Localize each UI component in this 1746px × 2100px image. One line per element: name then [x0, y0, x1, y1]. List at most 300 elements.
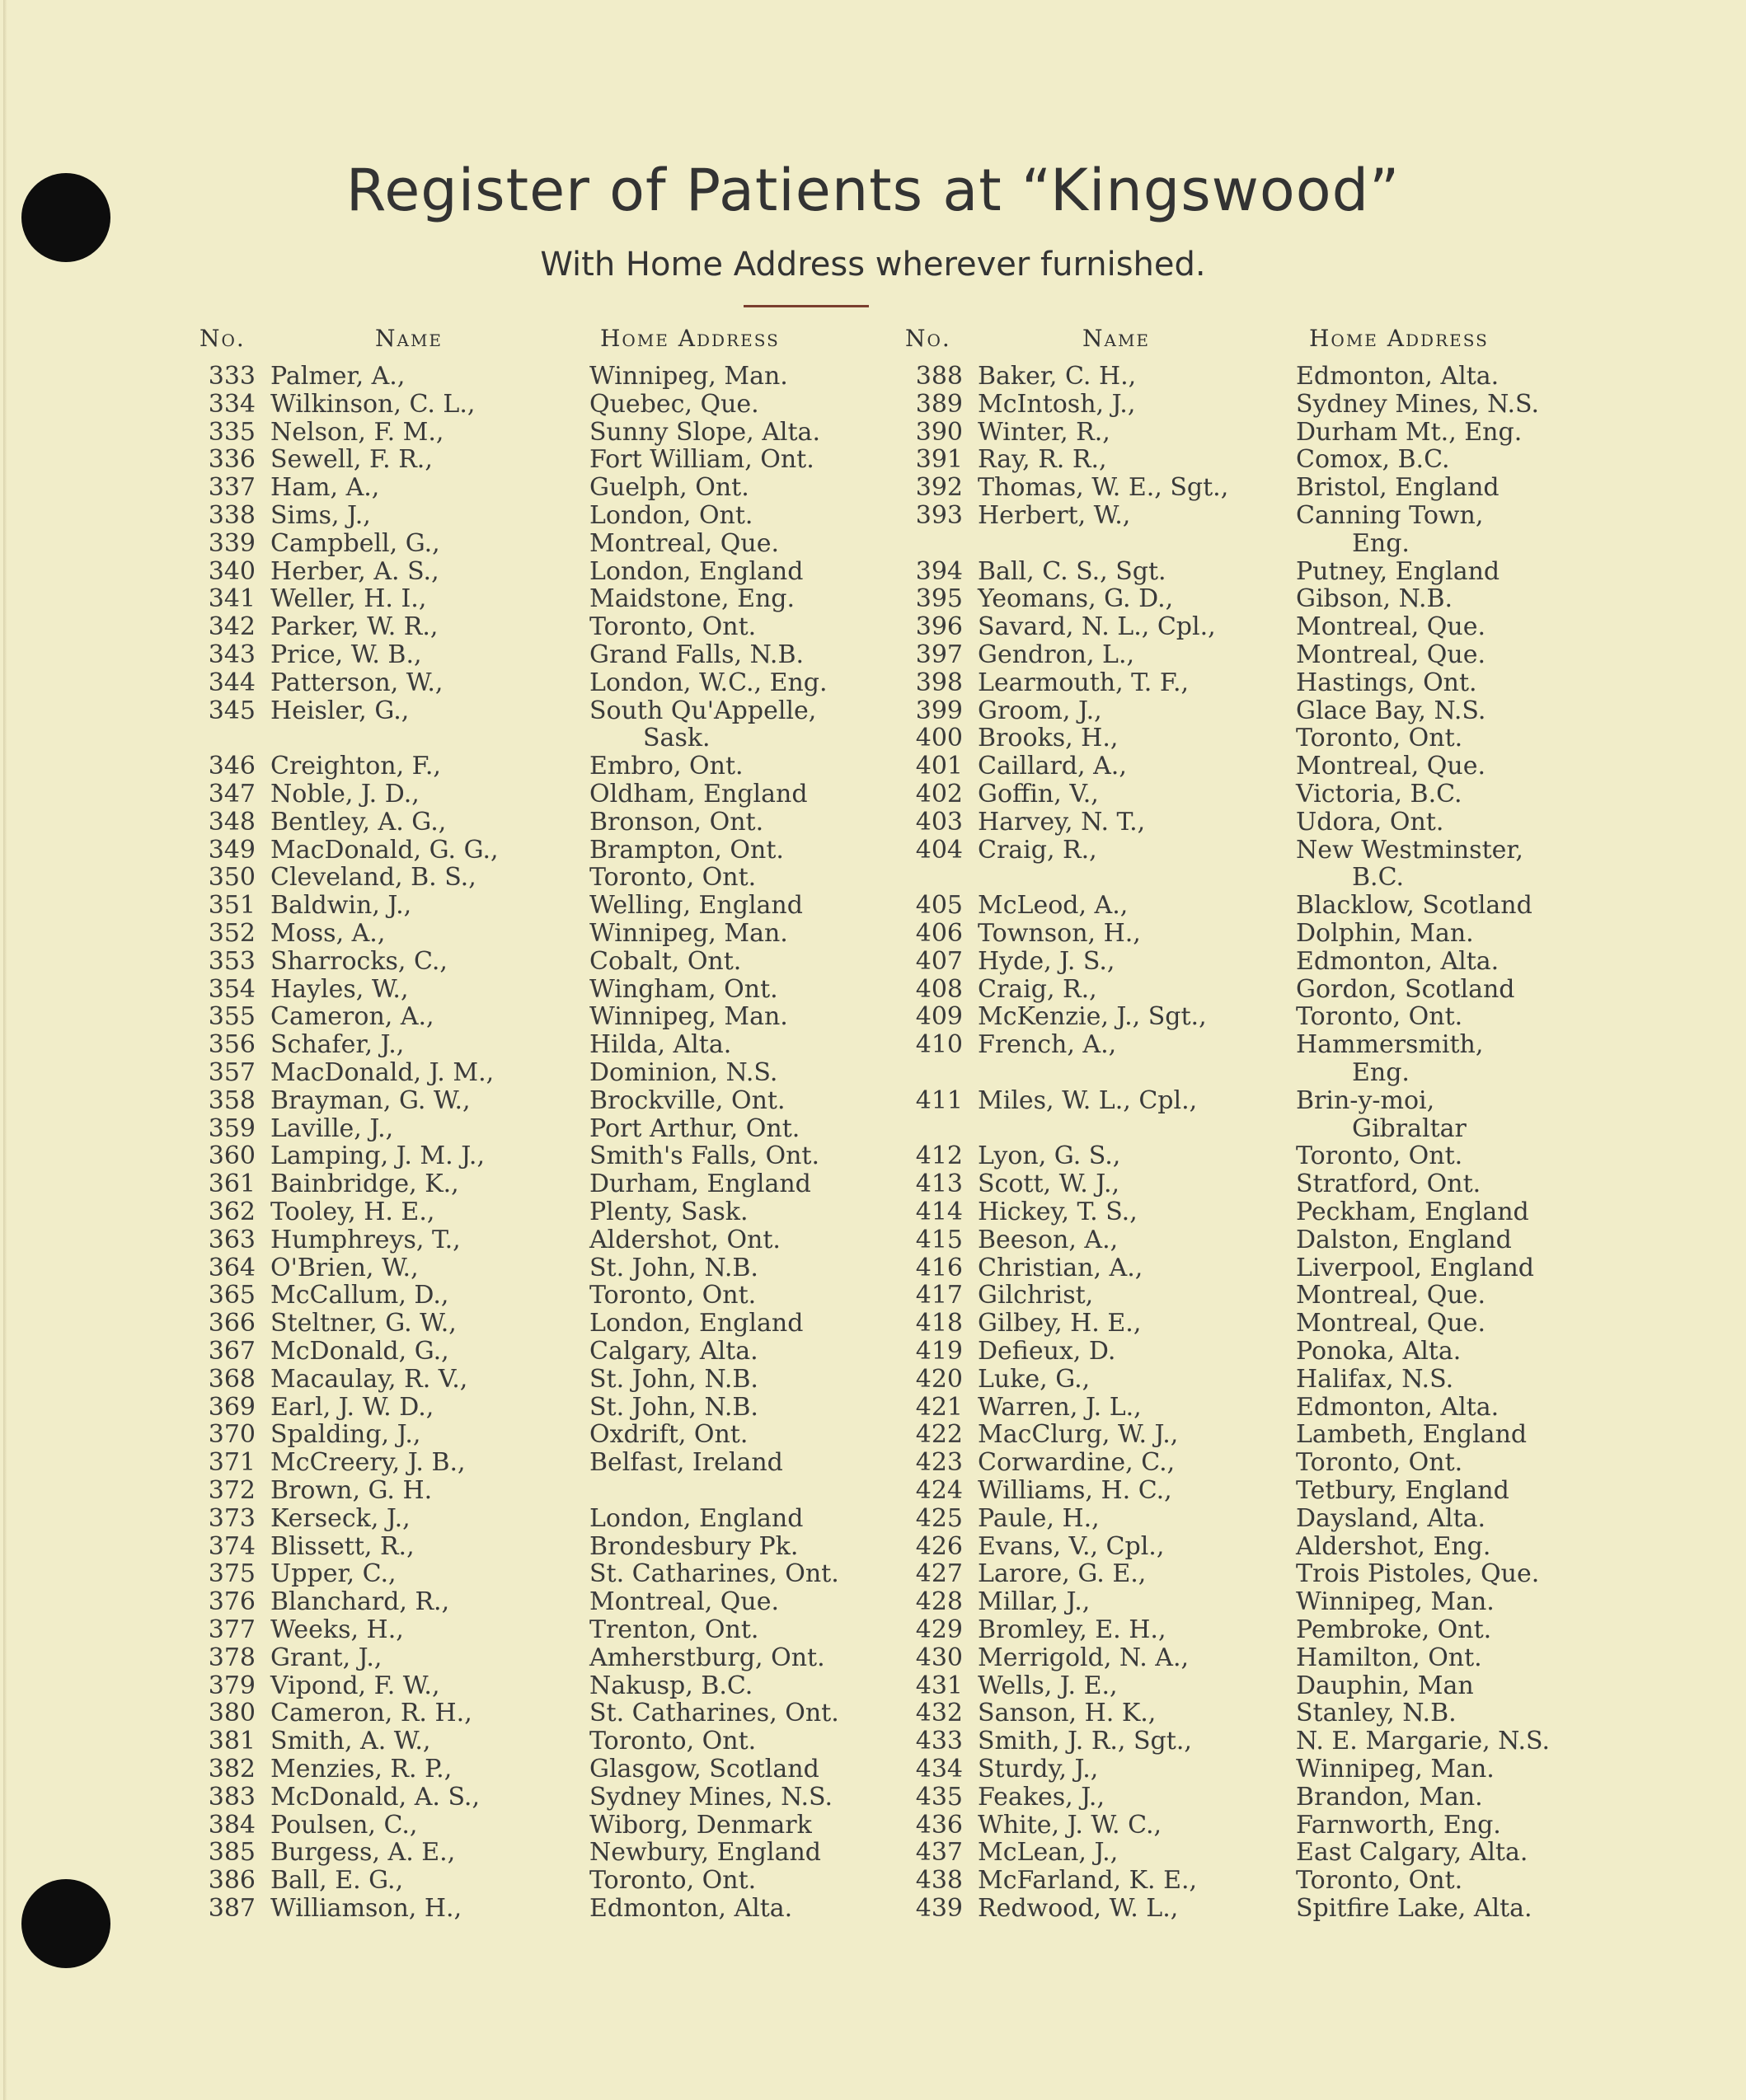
patient-name: Baldwin, J., [270, 891, 412, 921]
patient-number: 347 [208, 780, 256, 809]
patient-name: Bentley, A. G., [270, 807, 447, 837]
patient-number: 386 [208, 1866, 256, 1896]
patient-number: 371 [208, 1448, 256, 1478]
home-address: Glasgow, Scotland [589, 1755, 819, 1784]
patient-name: French, A., [978, 1030, 1117, 1060]
patient-name: Cameron, A., [270, 1002, 434, 1032]
patient-number: 392 [915, 473, 963, 503]
patient-number: 421 [915, 1392, 963, 1422]
patient-number: 377 [208, 1615, 256, 1644]
patient-name: Ray, R. R., [978, 445, 1107, 475]
home-address: Toronto, Ont. [589, 863, 757, 893]
patient-name: Cameron, R. H., [270, 1699, 472, 1728]
patient-name: Baker, C. H., [978, 362, 1137, 391]
patient-number: 367 [208, 1337, 256, 1366]
patient-number: 357 [208, 1058, 256, 1087]
patient-name: Millar, J., [978, 1587, 1091, 1617]
home-address: Edmonton, Alta. [1296, 362, 1500, 391]
patient-number: 387 [208, 1894, 256, 1923]
patient-name: Grant, J., [270, 1643, 383, 1672]
patient-name: Moss, A., [270, 919, 386, 948]
patient-number: 338 [208, 501, 256, 530]
patient-number: 398 [915, 668, 963, 697]
home-address: Gibson, N.B. [1296, 584, 1453, 614]
home-address: Sydney Mines, N.S. [1296, 389, 1540, 419]
patient-name: Merrigold, N. A., [978, 1643, 1190, 1672]
patient-name: Brown, G. H. [270, 1476, 433, 1505]
patient-number: 437 [915, 1838, 963, 1868]
patient-name: Beeson, A., [978, 1225, 1119, 1254]
patient-name: Burgess, A. E., [270, 1838, 456, 1868]
patient-name: Craig, R., [978, 835, 1097, 865]
patient-number: 345 [208, 696, 256, 725]
patient-number: 336 [208, 445, 256, 475]
home-address: St. John, N.B. [589, 1364, 758, 1394]
home-address: Tetbury, England [1296, 1476, 1509, 1505]
patient-name: Gendron, L., [978, 640, 1135, 669]
home-address: Amherstburg, Ont. [589, 1643, 825, 1672]
patient-number: 374 [208, 1531, 256, 1561]
patient-name: Larore, G. E., [978, 1559, 1147, 1589]
patient-number: 402 [915, 780, 963, 809]
patient-name: Ball, E. G., [270, 1866, 404, 1896]
patient-number: 430 [915, 1643, 963, 1672]
patient-number: 369 [208, 1392, 256, 1422]
patient-name: Earl, J. W. D., [270, 1392, 434, 1422]
home-address: St. Catharines, Ont. [589, 1559, 839, 1589]
patient-number: 373 [208, 1503, 256, 1533]
patient-number: 381 [208, 1727, 256, 1756]
patient-name: Harvey, N. T., [978, 807, 1146, 837]
patient-name: MacDonald, G. G., [270, 835, 499, 865]
home-address: Lambeth, England [1296, 1420, 1528, 1450]
patient-number: 363 [208, 1225, 256, 1254]
patient-number: 375 [208, 1559, 256, 1589]
home-address: Fort William, Ont. [589, 445, 814, 475]
home-address: Trois Pistoles, Que. [1296, 1559, 1540, 1589]
patient-number: 414 [915, 1198, 963, 1226]
home-address: South Qu'Appelle, [589, 696, 817, 725]
header-left-address: Home Address [600, 325, 780, 352]
patient-name: Redwood, W. L., [978, 1894, 1179, 1923]
patient-number: 353 [208, 946, 256, 976]
home-address: Bristol, England [1296, 473, 1500, 503]
patient-name: Schafer, J., [270, 1030, 405, 1060]
home-address: Montreal, Que. [1296, 752, 1486, 781]
home-address: Edmonton, Alta. [1296, 946, 1500, 976]
patient-number: 365 [208, 1281, 256, 1310]
home-address: Comox, B.C. [1296, 445, 1450, 475]
patient-name: Weeks, H., [270, 1615, 404, 1644]
patient-number: 349 [208, 835, 256, 865]
patient-name: Smith, J. R., Sgt., [978, 1727, 1192, 1756]
patient-name: Spalding, J., [270, 1420, 421, 1450]
patient-number: 407 [915, 946, 963, 976]
page-title: Register of Patients at “Kingswood” [345, 157, 1401, 224]
patient-number: 335 [208, 417, 256, 447]
home-address: Oldham, England [589, 780, 808, 809]
patient-number: 427 [915, 1559, 963, 1589]
home-address: Toronto, Ont. [1296, 1866, 1463, 1896]
patient-number: 382 [208, 1755, 256, 1784]
home-address: Canning Town, [1296, 501, 1484, 530]
home-address: Daysland, Alta. [1296, 1503, 1486, 1533]
home-address: Winnipeg, Man. [1296, 1755, 1495, 1784]
patient-name: Luke, G., [978, 1364, 1091, 1394]
home-address: Brondesbury Pk. [589, 1531, 799, 1561]
patient-name: Brooks, H., [978, 724, 1119, 753]
home-address: Udora, Ont. [1296, 807, 1444, 837]
home-address: Port Arthur, Ont. [589, 1113, 800, 1143]
patient-name: Parker, W. R., [270, 612, 439, 642]
patient-name: Weller, H. I., [270, 584, 427, 614]
patient-number: 438 [915, 1866, 963, 1896]
home-address: Montreal, Que. [1296, 1281, 1486, 1310]
patient-number: 394 [915, 556, 963, 586]
patient-name: Herber, A. S., [270, 556, 439, 586]
patient-number: 396 [915, 612, 963, 642]
patient-name: Evans, V., Cpl., [978, 1531, 1165, 1561]
patient-name: Herbert, W., [978, 501, 1131, 530]
home-address: Toronto, Ont. [589, 1866, 757, 1896]
patient-name: McLeod, A., [978, 891, 1129, 921]
patient-number: 370 [208, 1420, 256, 1450]
patient-number: 409 [915, 1002, 963, 1032]
home-address: Sunny Slope, Alta. [589, 417, 820, 447]
patient-name: Thomas, W. E., Sgt., [978, 473, 1229, 503]
home-address: Toronto, Ont. [1296, 1448, 1463, 1478]
home-address: Gibraltar [1352, 1113, 1467, 1143]
home-address: Hastings, Ont. [1296, 668, 1477, 697]
home-address: Toronto, Ont. [1296, 1141, 1463, 1171]
home-address: Stanley, N.B. [1296, 1699, 1457, 1728]
patient-name: Goffin, V., [978, 780, 1099, 809]
home-address: Wiborg, Denmark [589, 1810, 812, 1840]
home-address: Newbury, England [589, 1838, 822, 1868]
page-subtitle: With Home Address wherever furnished. [540, 246, 1206, 284]
home-address: Calgary, Alta. [589, 1337, 758, 1366]
home-address: Aldershot, Ont. [589, 1225, 781, 1254]
home-address: St. John, N.B. [589, 1392, 758, 1422]
home-address: Belfast, Ireland [589, 1448, 783, 1478]
header-right-name: Name [1082, 325, 1151, 352]
patient-number: 366 [208, 1309, 256, 1338]
patient-name: Gilchrist, [978, 1281, 1094, 1310]
patient-name: Sharrocks, C., [270, 946, 448, 976]
home-address: London, England [589, 556, 804, 586]
patient-number: 393 [915, 501, 963, 530]
patient-number: 368 [208, 1364, 256, 1394]
patient-number: 423 [915, 1448, 963, 1478]
patient-name: Gilbey, H. E., [978, 1309, 1142, 1338]
home-address: Spitfire Lake, Alta. [1296, 1894, 1532, 1923]
home-address: Edmonton, Alta. [1296, 1392, 1500, 1422]
home-address: Montreal, Que. [1296, 640, 1486, 669]
patient-name: Corwardine, C., [978, 1448, 1176, 1478]
patient-name: Ham, A., [270, 473, 380, 503]
home-address: Grand Falls, N.B. [589, 640, 805, 669]
home-address: Gordon, Scotland [1296, 974, 1515, 1004]
patient-number: 420 [915, 1364, 963, 1394]
home-address: Blacklow, Scotland [1296, 891, 1532, 921]
patient-number: 418 [915, 1309, 963, 1338]
patient-name: Learmouth, T. F., [978, 668, 1190, 697]
patient-name: Vipond, F. W., [270, 1671, 440, 1700]
home-address: Toronto, Ont. [589, 612, 757, 642]
home-address: Ponoka, Alta. [1296, 1337, 1462, 1366]
home-address: Toronto, Ont. [1296, 1002, 1463, 1032]
patient-name: O'Brien, W., [270, 1253, 419, 1282]
patient-number: 416 [915, 1253, 963, 1282]
binding-edge [3, 0, 7, 2100]
home-address: Montreal, Que. [589, 528, 780, 558]
patient-number: 404 [915, 835, 963, 865]
patient-name: White, J. W. C., [978, 1810, 1162, 1840]
patient-name: Heisler, G., [270, 696, 410, 725]
patient-number: 413 [915, 1170, 963, 1199]
home-address: Montreal, Que. [1296, 612, 1486, 642]
patient-name: Lyon, G. S., [978, 1141, 1121, 1171]
patient-name: Yeomans, G. D., [978, 584, 1174, 614]
patient-name: Wells, J. E., [978, 1671, 1118, 1700]
patient-name: Townson, H., [978, 919, 1141, 948]
patient-number: 432 [915, 1699, 963, 1728]
patient-number: 403 [915, 807, 963, 837]
home-address: Montreal, Que. [589, 1587, 780, 1617]
patient-number: 364 [208, 1253, 256, 1282]
home-address: Hilda, Alta. [589, 1030, 732, 1060]
patient-number: 333 [208, 362, 256, 391]
home-address: Eng. [1352, 528, 1410, 558]
home-address: Welling, England [589, 891, 803, 921]
patient-number: 389 [915, 389, 963, 419]
patient-number: 337 [208, 473, 256, 503]
patient-number: 415 [915, 1225, 963, 1254]
home-address: Halifax, N.S. [1296, 1364, 1454, 1394]
patient-name: Sims, J., [270, 501, 371, 530]
home-address: Toronto, Ont. [1296, 724, 1463, 753]
home-address: Winnipeg, Man. [1296, 1587, 1495, 1617]
patient-number: 358 [208, 1085, 256, 1115]
patient-number: 395 [915, 584, 963, 614]
home-address: Plenty, Sask. [589, 1198, 749, 1226]
patient-number: 362 [208, 1198, 256, 1226]
patient-number: 339 [208, 528, 256, 558]
patient-number: 341 [208, 584, 256, 614]
patient-name: Poulsen, C., [270, 1810, 418, 1840]
home-address: Glace Bay, N.S. [1296, 696, 1486, 725]
patient-name: Blanchard, R., [270, 1587, 450, 1617]
home-address: Embro, Ont. [589, 752, 744, 781]
patient-name: Winter, R., [978, 417, 1110, 447]
home-address: Dolphin, Man. [1296, 919, 1474, 948]
patient-name: Williamson, H., [270, 1894, 462, 1923]
patient-name: Hyde, J. S., [978, 946, 1115, 976]
patient-number: 378 [208, 1643, 256, 1672]
patient-name: McDonald, A. S., [270, 1782, 481, 1812]
patient-name: Campbell, G., [270, 528, 440, 558]
home-address: Bronson, Ont. [589, 807, 764, 837]
patient-number: 411 [915, 1085, 963, 1115]
patient-name: Kerseck, J., [270, 1503, 411, 1533]
patient-number: 352 [208, 919, 256, 948]
patient-name: Humphreys, T., [270, 1225, 461, 1254]
patient-number: 379 [208, 1671, 256, 1700]
patient-number: 351 [208, 891, 256, 921]
patient-number: 344 [208, 668, 256, 697]
patient-number: 408 [915, 974, 963, 1004]
home-address: Dominion, N.S. [589, 1058, 778, 1087]
patient-number: 425 [915, 1503, 963, 1533]
header-right-address: Home Address [1309, 325, 1489, 352]
patient-number: 410 [915, 1030, 963, 1060]
patient-name: McFarland, K. E., [978, 1866, 1198, 1896]
patient-number: 436 [915, 1810, 963, 1840]
patient-name: Williams, H. C., [978, 1476, 1172, 1505]
patient-number: 412 [915, 1141, 963, 1171]
home-address: Cobalt, Ont. [589, 946, 742, 976]
home-address: Farnworth, Eng. [1296, 1810, 1501, 1840]
home-address: East Calgary, Alta. [1296, 1838, 1528, 1868]
patient-number: 434 [915, 1755, 963, 1784]
patient-number: 334 [208, 389, 256, 419]
patient-number: 433 [915, 1727, 963, 1756]
patient-name: Miles, W. L., Cpl., [978, 1085, 1198, 1115]
patient-name: Cleveland, B. S., [270, 863, 476, 893]
patient-name: Brayman, G. W., [270, 1085, 471, 1115]
home-address: Brockville, Ont. [589, 1085, 786, 1115]
patient-name: Christian, A., [978, 1253, 1143, 1282]
home-address: Hamilton, Ont. [1296, 1643, 1482, 1672]
patient-name: Lamping, J. M. J., [270, 1141, 485, 1171]
patient-number: 350 [208, 863, 256, 893]
patient-name: Sewell, F. R., [270, 445, 433, 475]
home-address: St. Catharines, Ont. [589, 1699, 839, 1728]
patient-number: 346 [208, 752, 256, 781]
home-address: Pembroke, Ont. [1296, 1615, 1492, 1644]
patient-number: 429 [915, 1615, 963, 1644]
home-address: Sask. [643, 724, 711, 753]
patient-number: 354 [208, 974, 256, 1004]
home-address: New Westminster, [1296, 835, 1523, 865]
home-address: Putney, England [1296, 556, 1500, 586]
patient-name: McCreery, J. B., [270, 1448, 466, 1478]
patient-name: Bainbridge, K., [270, 1170, 459, 1199]
home-address: Dalston, England [1296, 1225, 1512, 1254]
patient-name: Price, W. B., [270, 640, 422, 669]
patient-number: 431 [915, 1671, 963, 1700]
patient-name: McLean, J., [978, 1838, 1119, 1868]
home-address: St. John, N.B. [589, 1253, 758, 1282]
patient-number: 355 [208, 1002, 256, 1032]
patient-number: 435 [915, 1782, 963, 1812]
patient-name: McKenzie, J., Sgt., [978, 1002, 1207, 1032]
home-address: Aldershot, Eng. [1296, 1531, 1491, 1561]
patient-number: 348 [208, 807, 256, 837]
home-address: London, Ont. [589, 501, 753, 530]
patient-number: 399 [915, 696, 963, 725]
patient-number: 361 [208, 1170, 256, 1199]
patient-number: 356 [208, 1030, 256, 1060]
home-address: Edmonton, Alta. [589, 1894, 793, 1923]
patient-name: MacClurg, W. J., [978, 1420, 1179, 1450]
home-address: Stratford, Ont. [1296, 1170, 1481, 1199]
patient-name: Warren, J. L., [978, 1392, 1142, 1422]
patient-name: Feakes, J., [978, 1782, 1105, 1812]
home-address: Toronto, Ont. [589, 1727, 757, 1756]
home-address: Brampton, Ont. [589, 835, 784, 865]
home-address: Brandon, Man. [1296, 1782, 1483, 1812]
patient-number: 405 [915, 891, 963, 921]
patient-name: Sanson, H. K., [978, 1699, 1157, 1728]
patient-name: Laville, J., [270, 1113, 394, 1143]
patient-name: McDonald, G., [270, 1337, 449, 1366]
patient-name: Sturdy, J., [978, 1755, 1099, 1784]
patient-number: 388 [915, 362, 963, 391]
patient-name: Bromley, E. H., [978, 1615, 1166, 1644]
patient-number: 390 [915, 417, 963, 447]
home-address: London, W.C., Eng. [589, 668, 828, 697]
home-address: Winnipeg, Man. [589, 1002, 788, 1032]
patient-name: Caillard, A., [978, 752, 1127, 781]
home-address: Brin-y-moi, [1296, 1085, 1435, 1115]
home-address: Nakusp, B.C. [589, 1671, 753, 1700]
patient-name: Nelson, F. M., [270, 417, 444, 447]
header-right-no: No. [905, 325, 951, 352]
home-address: Hammersmith, [1296, 1030, 1484, 1060]
patient-number: 384 [208, 1810, 256, 1840]
header-left-name: Name [375, 325, 444, 352]
home-address: Liverpool, England [1296, 1253, 1534, 1282]
patient-name: Hayles, W., [270, 974, 409, 1004]
home-address: Guelph, Ont. [589, 473, 749, 503]
patient-number: 340 [208, 556, 256, 586]
home-address: Eng. [1352, 1058, 1410, 1087]
patient-number: 422 [915, 1420, 963, 1450]
home-address: Sydney Mines, N.S. [589, 1782, 833, 1812]
home-address: Winnipeg, Man. [589, 919, 788, 948]
home-address: London, England [589, 1503, 804, 1533]
patient-number: 397 [915, 640, 963, 669]
patient-name: McIntosh, J., [978, 389, 1136, 419]
home-address: Winnipeg, Man. [589, 362, 788, 391]
patient-number: 383 [208, 1782, 256, 1812]
patient-number: 385 [208, 1838, 256, 1868]
patient-number: 426 [915, 1531, 963, 1561]
patient-number: 343 [208, 640, 256, 669]
title-rule [744, 305, 869, 307]
patient-name: Ball, C. S., Sgt. [978, 556, 1166, 586]
patient-number: 376 [208, 1587, 256, 1617]
patient-name: Blissett, R., [270, 1531, 415, 1561]
home-address: Durham Mt., Eng. [1296, 417, 1523, 447]
patient-name: Scott, W. J., [978, 1170, 1120, 1199]
patient-number: 372 [208, 1476, 256, 1505]
home-address: Oxdrift, Ont. [589, 1420, 749, 1450]
patient-name: McCallum, D., [270, 1281, 449, 1310]
home-address: N. E. Margarie, N.S. [1296, 1727, 1551, 1756]
patient-number: 401 [915, 752, 963, 781]
home-address: Peckham, England [1296, 1198, 1529, 1226]
home-address: Wingham, Ont. [589, 974, 778, 1004]
home-address: Dauphin, Man [1296, 1671, 1474, 1700]
home-address: London, England [589, 1309, 804, 1338]
patient-number: 424 [915, 1476, 963, 1505]
patient-number: 360 [208, 1141, 256, 1171]
patient-name: Groom, J., [978, 696, 1102, 725]
patient-number: 439 [915, 1894, 963, 1923]
patient-name: Savard, N. L., Cpl., [978, 612, 1216, 642]
